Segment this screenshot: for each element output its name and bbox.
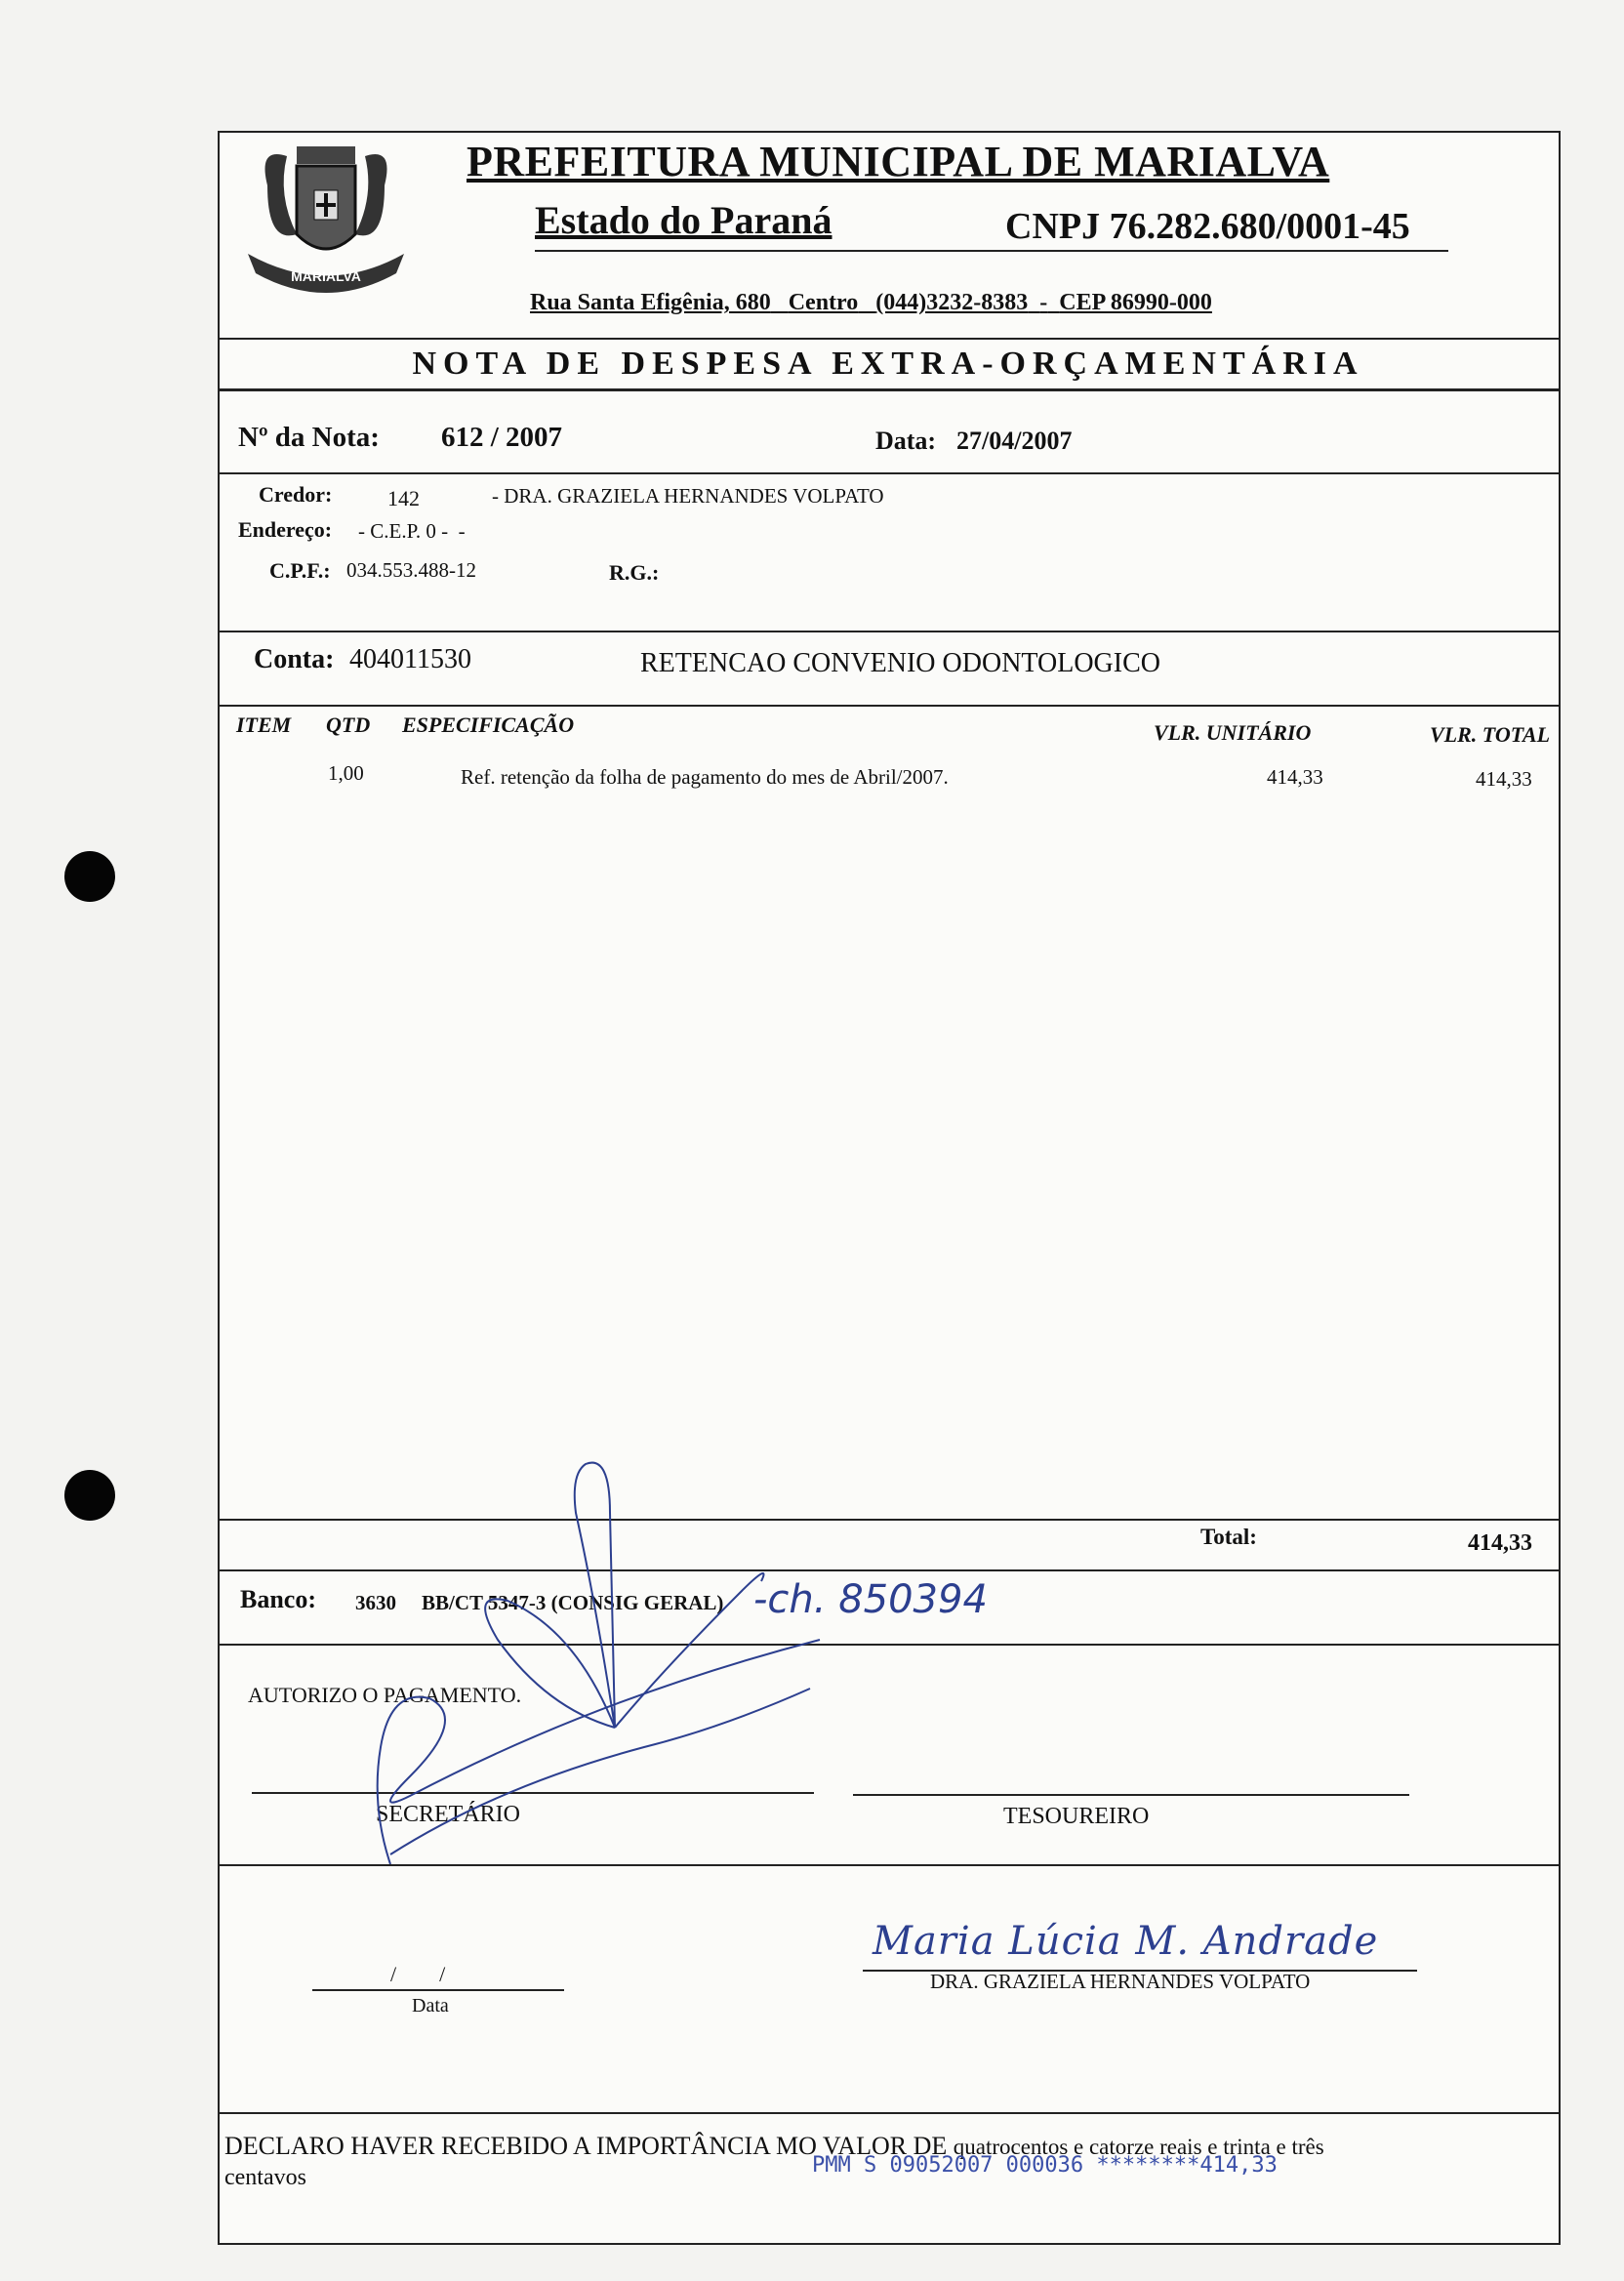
cpf-label: C.P.F.:: [269, 558, 331, 583]
credor-name: - DRA. GRAZIELA HERNANDES VOLPATO: [492, 484, 884, 508]
row-qtd: 1,00: [328, 761, 364, 785]
beneficiary-signature: Maria Lúcia M. Andrade: [873, 1919, 1379, 1964]
endereco-label: Endereço:: [238, 517, 333, 542]
state-name: Estado do Paraná: [535, 198, 832, 242]
col-header-item: ITEM: [236, 713, 292, 737]
total-label: Total:: [1200, 1525, 1257, 1549]
payment-stamp: PMM S 09052007 000036 ********414,33: [812, 2153, 1278, 2178]
declaracao-amount-words: quatrocentos e catorze reais e trinta e três: [953, 2135, 1324, 2159]
address-separator: -: [1039, 290, 1048, 315]
col-header-vlr-unitario: VLR. UNITÁRIO: [1154, 720, 1312, 745]
col-header-qtd: QTD: [326, 713, 371, 737]
col-header-especificacao: ESPECIFICAÇÃO: [402, 713, 575, 737]
rule-1: [218, 338, 1559, 340]
address-district: Centro: [788, 290, 859, 315]
municipality-title: PREFEITURA MUNICIPAL DE MARIALVA: [467, 138, 1330, 185]
total-value: 414,33: [1468, 1530, 1532, 1556]
recebimento-data-label: Data: [412, 1995, 449, 2016]
punch-hole-bottom: [64, 1470, 115, 1521]
credor-code: 142: [387, 486, 420, 510]
row-vlr-total: 414,33: [1476, 767, 1532, 791]
endereco-value: - C.E.P. 0 - -: [358, 519, 466, 543]
nota-label: Nº da Nota:: [238, 422, 380, 453]
conta-label: Conta:: [254, 644, 335, 674]
secretario-label: SECRETÁRIO: [376, 1802, 521, 1827]
svg-text:MARIALVA: MARIALVA: [291, 268, 361, 284]
banco-label: Banco:: [240, 1585, 316, 1613]
recebimento-date-slashes: / /: [390, 1962, 446, 1986]
conta-number: 404011530: [349, 644, 471, 674]
declaracao-centavos: centavos: [224, 2165, 306, 2190]
conta-description: RETENCAO CONVENIO ODONTOLOGICO: [640, 648, 1160, 678]
tesoureiro-line: [853, 1794, 1409, 1796]
cpf-value: 034.553.488-12: [346, 558, 476, 582]
rg-label: R.G.:: [609, 560, 660, 585]
header-rule: [535, 250, 1448, 252]
date-value: 27/04/2007: [956, 427, 1073, 455]
beneficiary-name: DRA. GRAZIELA HERNANDES VOLPATO: [930, 1970, 1311, 1993]
banco-account: BB/CT 5347-3 (CONSIG GERAL): [422, 1591, 724, 1614]
address-street: Rua Santa Efigênia, 680: [530, 290, 771, 315]
credor-label: Credor:: [259, 482, 333, 507]
municipal-crest-icon: [228, 127, 424, 307]
recebimento-date-line: [312, 1989, 564, 1991]
col-header-vlr-total: VLR. TOTAL: [1430, 722, 1551, 747]
document-title: NOTA DE DESPESA EXTRA-ORÇAMENTÁRIA: [412, 346, 1364, 382]
banco-handwritten-check: -ch. 850394: [753, 1577, 988, 1622]
secretario-signature: [351, 1454, 839, 1874]
row-especificacao: Ref. retenção da folha de pagamento do mes de Abril/2007.: [461, 765, 949, 789]
address-phone: (044)3232-8383: [875, 290, 1029, 315]
nota-value: 612 / 2007: [441, 422, 563, 453]
tesoureiro-label: TESOUREIRO: [1003, 1804, 1150, 1829]
punch-hole-top: [64, 851, 115, 902]
autorizo-text: AUTORIZO O PAGAMENTO.: [248, 1683, 522, 1707]
rule-9: [218, 1864, 1559, 1866]
row-vlr-unitario: 414,33: [1267, 765, 1323, 789]
declaracao-text: DECLARO HAVER RECEBIDO A IMPORTÂNCIA MO VALOR DE: [224, 2132, 948, 2160]
address-cep: CEP 86990-000: [1059, 290, 1212, 315]
header-address: [530, 290, 1212, 316]
rule-5: [218, 705, 1559, 707]
rule-2: [218, 388, 1559, 391]
rule-10: [218, 2112, 1559, 2114]
rule-3: [218, 472, 1559, 474]
banco-code: 3630: [355, 1591, 396, 1614]
cnpj: CNPJ 76.282.680/0001-45: [1005, 206, 1410, 247]
date-label: Data:: [875, 427, 937, 455]
rule-4: [218, 631, 1559, 632]
